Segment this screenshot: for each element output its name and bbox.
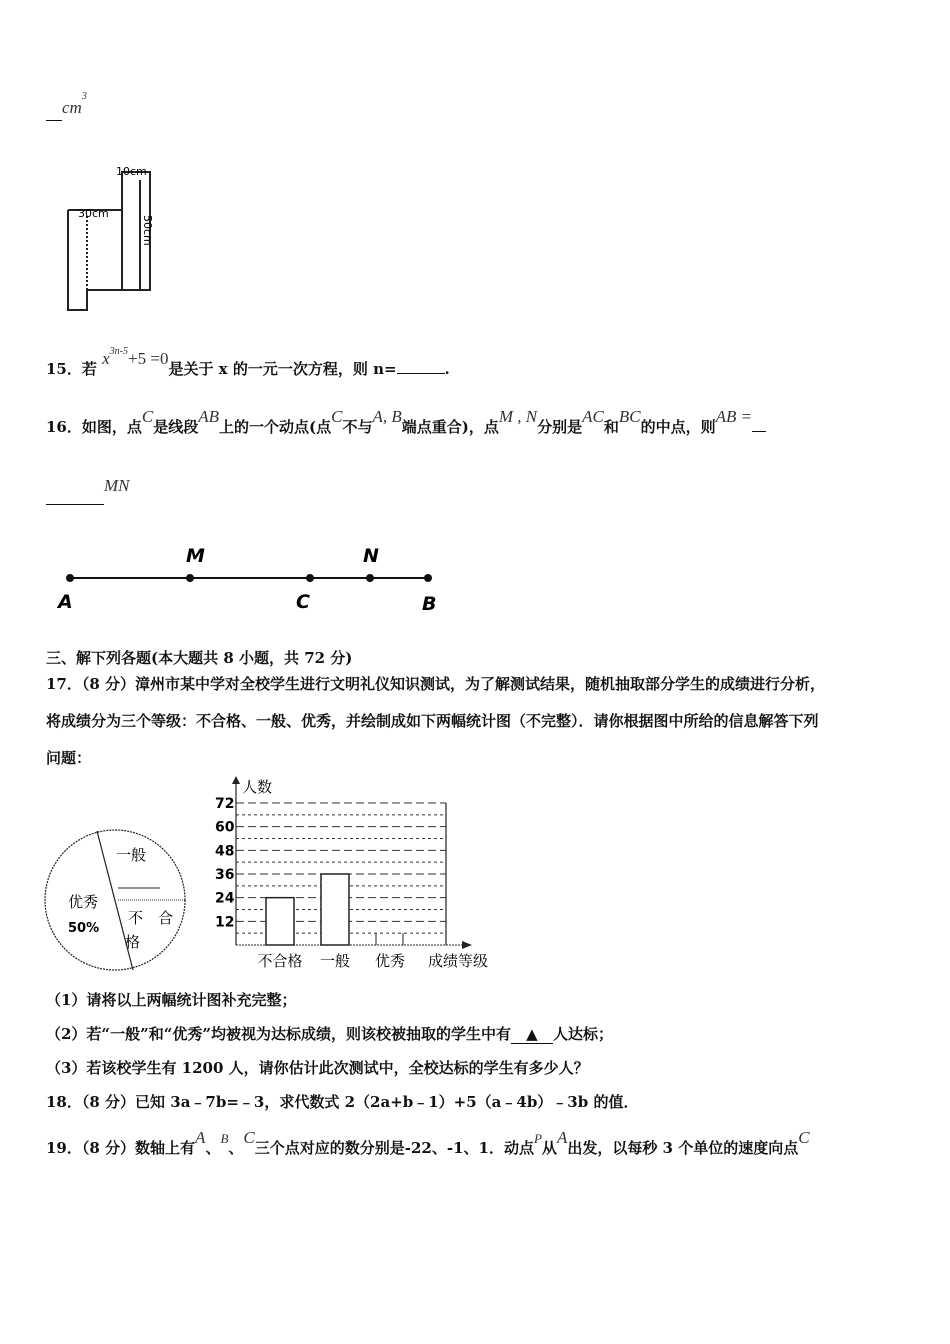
question-16: 16．如图，点C是线段AB上的一个动点(点C不与A, B端点重合)，点M , N分别是AC和BC的中点，则AB = <box>46 416 766 437</box>
y-tick-label: 72 <box>215 796 235 812</box>
question-19: 19．（8 分）数轴上有A、B、C三个点对应的数分别是-22、-1、1．动点P从A出发，以每秒 3 个单位的速度向点C <box>46 1128 810 1157</box>
y-tick-label: 48 <box>215 843 235 860</box>
answer-blank <box>397 373 445 374</box>
category-label: 一般 <box>319 952 351 970</box>
label-10cm: 10cm <box>116 165 147 178</box>
point-N: N <box>363 545 379 567</box>
answer-blank <box>46 504 104 505</box>
category-label: 不合格 <box>257 952 303 970</box>
y-axis-label: 人数 <box>242 778 273 796</box>
pie-label-percent: 50% <box>68 921 100 936</box>
pie-chart <box>40 825 190 975</box>
pie-label-general: 一般 <box>116 846 147 864</box>
bar-0 <box>266 898 294 945</box>
svg-text:不: 不 <box>128 909 144 927</box>
bar-incomplete <box>376 933 403 945</box>
section-heading: 三、解下列各题(本大题共 8 小题，共 72 分) <box>46 649 353 667</box>
label-30cm: 30cm <box>78 207 109 220</box>
question-18: 18．（8 分）已知 3a﹣7b=﹣3，求代数式 2（2a+b﹣1）+5（a﹣4b）﹣3b 的值． <box>46 1093 639 1111</box>
y-tick-label: 12 <box>215 914 235 931</box>
point-M: M <box>186 545 205 567</box>
answer-blank: ▲ <box>511 1025 553 1044</box>
svg-text:合: 合 <box>158 909 174 927</box>
point-B: B <box>422 593 437 615</box>
exam-page: $cm^3$ 10cm 30cm 50cm 15．若 $x^{3n-5}+5 =0$是关于 x 的一元一次方程，则 n= . 16．如图，点C是线段AB上的一个动点(点C不与A, B端点重合)，点M , N分别是AC和BC的中点，则AB = MN A M C N B 三、解下列各题(本大题共 8 小题，共 72 分) 17．（8 分）漳州市某中学对全校学生进行文明礼仪知识测试，为了解测试结果，随机抽取部分学生的成绩进行分析， 将成绩分为三个等级：不合格、一般、优秀，并绘制成如下两幅统计图（不完整）．请你根据图中所给的信息解答下列 问题： 一般 优秀 50% 不 合 格 人数 成绩等级 12 24 36 48 60 72 不合格 一般 优秀 （1）请将以上两幅统计图补充完整； （2）若“一般”和“优秀”均被视为达标成绩，则该校被抽取的学生中有 ▲ 人达标； （3）若该校学生有 1200 人，请你估计此次测试中，全校达标的学生有多少人？ 18．（8 分）已知 3a﹣7b=﹣3，求代数式 2（2a+b﹣1）+5（a﹣4b）﹣3b 的值． 19．（8 分）数轴上有A、B、C三个点对应的数分别是-22、-1、1．动点P从A出发，以每秒 3 个单位的速度向点C <box>0 0 950 1344</box>
point-C: C <box>296 591 310 613</box>
bar-1 <box>321 874 349 945</box>
point-A: A <box>58 591 73 613</box>
category-label: 优秀 <box>374 952 406 970</box>
y-tick-label: 60 <box>215 819 235 836</box>
q14-answer: $cm^3$ <box>46 106 87 126</box>
question-15: 15．若 $x^{3n-5}+5 =0$是关于 x 的一元一次方程，则 n= . <box>46 346 450 378</box>
y-tick-label: 36 <box>215 867 235 883</box>
svg-text:格: 格 <box>125 933 141 951</box>
label-50cm: 50cm <box>141 215 154 246</box>
segment-figure <box>40 540 460 620</box>
pie-label-excellent: 优秀 <box>68 893 99 911</box>
y-tick-label: 24 <box>215 890 235 907</box>
container-figure <box>40 160 170 320</box>
x-axis-label: 成绩等级 <box>428 952 489 970</box>
bar-chart <box>200 770 510 975</box>
